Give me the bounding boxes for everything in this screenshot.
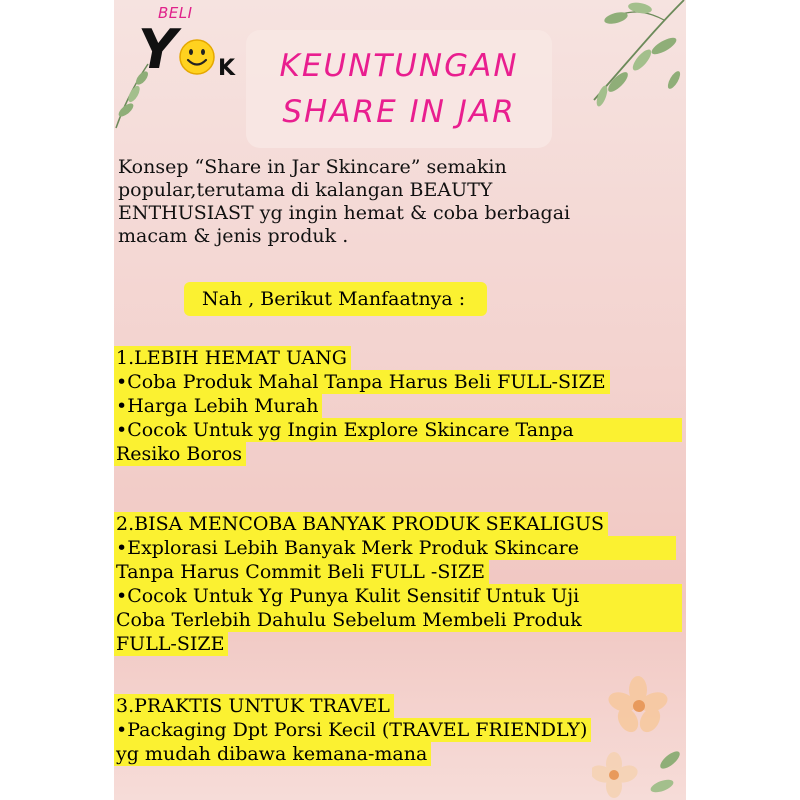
- intro-line: Konsep “Share in Jar Skincare” semakin: [118, 156, 507, 178]
- bullet-item: •Harga Lebih Murah: [114, 394, 322, 418]
- bullet-item-cont: FULL-SIZE: [114, 632, 228, 656]
- lead-text: Nah , Berikut Manfaatnya :: [184, 282, 487, 316]
- benefit-section-1: [114, 346, 682, 466]
- bullet-item-cont: Tanpa Harus Commit Beli FULL -SIZE: [114, 560, 489, 584]
- intro-line: macam & jenis produk .: [118, 225, 349, 247]
- logo-letter-k: K: [218, 56, 236, 81]
- bullet-item: •Cocok Untuk Yg Punya Kulit Sensitif Untuk Uji: [114, 584, 682, 608]
- bullet-item: •Coba Produk Mahal Tanpa Harus Beli FULL-SIZE: [114, 370, 610, 394]
- title-box: [246, 30, 552, 148]
- leaf-branch-icon: [554, 0, 686, 110]
- logo-letter-y: Y: [138, 18, 178, 81]
- section-heading: 2.BISA MENCOBA BANYAK PRODUK SEKALIGUS: [114, 512, 608, 536]
- bullet-item-cont: Resiko Boros: [114, 442, 246, 466]
- benefit-section-2: [114, 512, 682, 656]
- bullet-item: •Cocok Untuk yg Ingin Explore Skincare Tanpa: [114, 418, 682, 442]
- logo: [124, 4, 234, 84]
- title-line-1: KEUNTUNGAN: [279, 48, 519, 84]
- benefit-section-3: [114, 694, 682, 766]
- poster: [114, 0, 686, 800]
- intro-paragraph: [118, 156, 674, 248]
- smiley-icon: [178, 38, 216, 76]
- intro-line: ENTHUSIAST yg ingin hemat & coba berbagai: [118, 202, 571, 224]
- bullet-item-cont: yg mudah dibawa kemana-mana: [114, 742, 431, 766]
- intro-line: popular,terutama di kalangan BEAUTY: [118, 179, 493, 201]
- logo-beli: BELI: [158, 4, 193, 22]
- section-heading: 1.LEBIH HEMAT UANG: [114, 346, 351, 370]
- bullet-item: •Explorasi Lebih Banyak Merk Produk Skincare: [114, 536, 676, 560]
- title-line-2: SHARE IN JAR: [282, 94, 516, 130]
- bullet-item: •Packaging Dpt Porsi Kecil (TRAVEL FRIENDLY): [114, 718, 591, 742]
- bullet-item-cont: Coba Terlebih Dahulu Sebelum Membeli Produk: [114, 608, 682, 632]
- section-heading: 3.PRAKTIS UNTUK TRAVEL: [114, 694, 394, 718]
